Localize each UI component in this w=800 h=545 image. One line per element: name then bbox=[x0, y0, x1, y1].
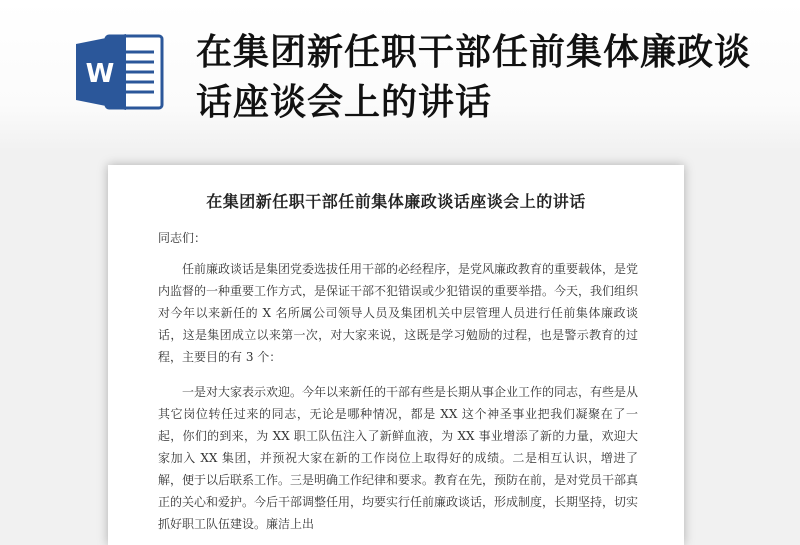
word-letter: W bbox=[85, 59, 115, 89]
paragraph: 任前廉政谈话是集团党委选拔任用干部的必经程序，是党风廉政教育的重要载体，是党内监督的一种重要工作方式，是保证干部不犯错误或少犯错误的重要举措。今天，我们组织对今年以来新任的 X 名所属公司领导人员及集团机关中层管理人员进行任前集体廉政谈话，这是集团成立以来第一次，对大家来说，这既是学习勉励的过程，也是警示教育的过程，主要目的有 3 个： bbox=[158, 262, 639, 364]
document-title: 在集团新任职干部任前集体廉政谈话座谈会上的讲话 bbox=[206, 192, 586, 211]
paragraph: 一是对大家表示欢迎。今年以来新任的干部有些是长期从事企业工作的同志，有些是从其它岗位转任过来的同志，无论是哪种情况，都是 XX 这个神圣事业把我们凝聚在了一起，你们的到来，为 XX 职工队伍注入了新鲜血液，为 XX 事业增添了新的力量，欢迎大家加入 XX 集团，并预祝大家在新的工作岗位上取得好的成绩。二是相互认识，增进了解，便于以后联系工作。三是明确工作纪律和要求。教育在先，预防在前，是对党员干部真正的关心和爱护。今后干部调整任用，均要实行任前廉政谈话，形成制度，长期坚持，切实抓好职工队伍建设。廉洁上出 bbox=[158, 385, 639, 531]
greeting: 同志们： bbox=[158, 231, 207, 245]
word-document-icon bbox=[76, 34, 164, 110]
document-page bbox=[108, 165, 684, 545]
page-title: 在集团新任职干部任前集体廉政谈话座谈会上的讲话 bbox=[196, 32, 752, 123]
